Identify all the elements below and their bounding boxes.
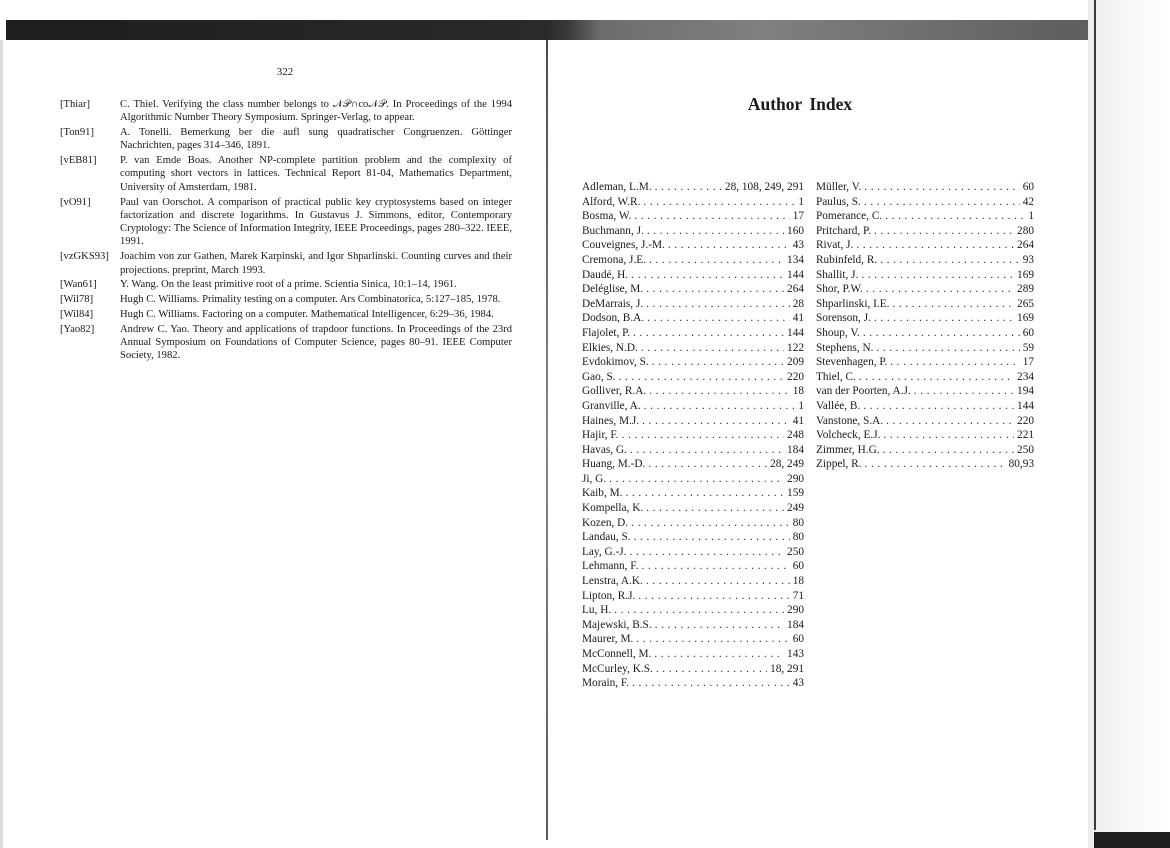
- index-entry: [582, 632, 804, 647]
- leader-dots: [859, 370, 1014, 385]
- author-name: Alford, W.R.: [582, 195, 641, 208]
- leader-dots: [861, 268, 1014, 283]
- page-title: Author Index: [747, 94, 853, 114]
- author-name: Vanstone, S.A.: [816, 414, 884, 427]
- page-references: 248: [787, 429, 804, 442]
- leader-dots: [883, 443, 1014, 458]
- bibliography-entry: [60, 278, 512, 291]
- page-references: 28: [792, 297, 804, 310]
- leader-dots: [638, 589, 789, 604]
- leader-dots: [866, 282, 1014, 297]
- index-entry: [582, 530, 804, 545]
- author-name: Pomerance, C.: [816, 210, 883, 223]
- index-entry: [582, 238, 804, 253]
- leader-dots: [647, 311, 790, 326]
- leader-dots: [614, 603, 784, 618]
- index-entry: [582, 647, 804, 662]
- leader-dots: [647, 224, 784, 239]
- citation-text: Andrew C. Yao. Theory and applications of trapdoor functions. In Proceedings of the 23rd Annual Symposium on Foundations of Computer Science, pages 80–91. IEEE Computer Society, 1982.: [120, 323, 512, 362]
- page-references: 17: [1022, 356, 1034, 369]
- leader-dots: [634, 209, 789, 224]
- author-name: Huang, M.-D.: [582, 458, 646, 471]
- page-references: 18: [792, 575, 804, 588]
- author-name: Vallée, B.: [816, 399, 861, 412]
- leader-dots: [914, 384, 1014, 399]
- index-entry: [816, 268, 1034, 283]
- index-entry: [816, 253, 1034, 268]
- index-entry: [582, 370, 804, 385]
- citation-key: [vzGKS93]: [60, 251, 109, 263]
- page-references: 194: [1017, 385, 1034, 398]
- leader-dots: [863, 399, 1014, 414]
- author-name: Stephens, N.: [816, 341, 874, 354]
- page-references: 93: [1022, 253, 1034, 266]
- page-references: 250: [1017, 443, 1034, 456]
- leader-dots: [885, 209, 1025, 224]
- author-name: Kozen, D.: [582, 516, 629, 529]
- leader-dots: [876, 341, 1019, 356]
- leader-dots: [652, 355, 784, 370]
- page-edge-shadow: [0, 40, 3, 848]
- leader-dots: [864, 180, 1019, 195]
- index-entry: [582, 195, 804, 210]
- page-references: 41: [792, 312, 804, 325]
- citation-text: Joachim von zur Gathen, Marek Karpinski, and Igor Shparlinski. Counting curves and their projections. preprint, March 1993.: [120, 251, 512, 276]
- index-entry: [582, 545, 804, 560]
- author-name: Lipton, R.J.: [582, 589, 636, 602]
- author-name: Hajir, F.: [582, 429, 619, 442]
- page-references: 264: [787, 283, 804, 296]
- page-references: 60: [792, 633, 804, 646]
- author-name: Lu, H.: [582, 604, 612, 617]
- author-name: Shparlinski, I.E.: [816, 297, 890, 310]
- page-references: 234: [1017, 370, 1034, 383]
- page-references: 80,93: [1008, 458, 1034, 471]
- author-name: Shor, P.W.: [816, 283, 863, 296]
- leader-dots: [863, 326, 1020, 341]
- author-name: Haines, M.J.: [582, 414, 640, 427]
- author-name: Golliver, R.A.: [582, 385, 647, 398]
- leader-dots: [641, 341, 784, 356]
- page-references: 220: [1017, 414, 1034, 427]
- bibliography-entry: [60, 154, 512, 194]
- scan-bottom-corner: [1094, 832, 1170, 848]
- leader-dots: [646, 574, 790, 589]
- index-entry: [582, 224, 804, 239]
- author-name: van der Poorten, A.J.: [816, 385, 911, 398]
- index-entry: [582, 297, 804, 312]
- page-references: 60: [1022, 181, 1034, 193]
- author-index-column-2: [816, 180, 1034, 472]
- author-name: Bosma, W.: [582, 210, 632, 223]
- citation-text: A. Tonelli. Bemerkung ber die aufl sung quadratischer Congruenzen. Göttinger Nachrichten, pages 314–346, 1891.: [120, 127, 512, 152]
- author-name: Buchmann, J.: [582, 224, 644, 237]
- page-references: 59: [1022, 341, 1034, 354]
- page-references: 28, 249: [770, 458, 804, 471]
- citation-text: Paul van Oorschot. A comparison of practical public key cryptosystems based on integer factorization and discrete logarithms. In Gustavus J. Simmons, editor, Contemporary Cryptology: The Science of Information Integrity, IEEE Proceedings, pages 280–322. IEEE, 1991.: [120, 196, 512, 248]
- leader-dots: [890, 355, 1019, 370]
- leader-dots: [668, 238, 790, 253]
- leader-dots: [642, 414, 790, 429]
- leader-dots: [864, 195, 1020, 210]
- citation-key: [Thiar]: [60, 99, 90, 110]
- index-entry: [816, 195, 1034, 210]
- leader-dots: [856, 238, 1014, 253]
- leader-dots: [630, 443, 784, 458]
- index-entry: [582, 457, 804, 472]
- author-name: Lenstra, A.K.: [582, 575, 643, 588]
- leader-dots: [636, 632, 789, 647]
- author-name: Daudé, H.: [582, 268, 629, 281]
- citation-key: [Wil84]: [60, 308, 94, 320]
- index-entry: [816, 457, 1034, 472]
- page-references: 41: [792, 414, 804, 427]
- bibliography-entry: [60, 126, 512, 153]
- author-name: McCurley, K.S.: [582, 662, 653, 675]
- leader-dots: [646, 501, 784, 516]
- bibliography-entry: [60, 196, 512, 249]
- index-entry: [582, 311, 804, 326]
- leader-dots: [644, 399, 796, 414]
- author-name: Morain, F.: [582, 677, 630, 690]
- page-references: 184: [787, 443, 804, 456]
- citation-text: Hugh C. Williams. Primality testing on a computer. Ars Combinatorica, 5:127–185, 1978.: [120, 294, 501, 306]
- bibliography-list: [60, 98, 512, 364]
- index-entry: [582, 180, 804, 195]
- page-references: 169: [1017, 312, 1034, 325]
- page-references: 122: [787, 341, 804, 354]
- page-references: 17: [792, 210, 804, 223]
- leader-dots: [880, 253, 1020, 268]
- index-entry: [582, 486, 804, 501]
- index-entry: [816, 370, 1034, 385]
- author-name: Adleman, L.M.: [582, 181, 652, 193]
- index-entry: [816, 297, 1034, 312]
- author-name: Zimmer, H.G.: [816, 443, 880, 456]
- leader-dots: [865, 457, 1006, 472]
- page-references: 169: [1017, 268, 1034, 281]
- leader-dots: [625, 486, 784, 501]
- leader-dots: [619, 370, 784, 385]
- index-entry: [582, 676, 804, 691]
- page-references: 80: [792, 531, 804, 544]
- index-entry: [582, 443, 804, 458]
- leader-dots: [642, 559, 790, 574]
- author-name: Cremona, J.E.: [582, 253, 647, 266]
- leader-dots: [655, 180, 722, 195]
- author-name: Couveignes, J.-M.: [582, 239, 665, 252]
- index-entry: [816, 282, 1034, 297]
- scan-top-band: [6, 20, 1088, 40]
- index-entry: [582, 399, 804, 414]
- index-entry: [816, 311, 1034, 326]
- leader-dots: [648, 457, 767, 472]
- index-entry: [582, 268, 804, 283]
- leader-dots: [649, 384, 790, 399]
- author-name: Paulus, S.: [816, 195, 861, 208]
- page-references: 220: [787, 370, 804, 383]
- citation-text: Hugh C. Williams. Factoring on a computer. Mathematical Intelligencer, 6:29–36, 1984.: [120, 308, 494, 320]
- citation-text: Y. Wang. On the least primitive root of a prime. Scientia Sinica, 10:1–14, 1961.: [120, 279, 457, 291]
- page-references: 290: [787, 604, 804, 617]
- leader-dots: [629, 545, 784, 560]
- index-entry: [582, 253, 804, 268]
- index-entry: [582, 341, 804, 356]
- leader-dots: [646, 297, 790, 312]
- author-name: Rivat, J.: [816, 239, 854, 252]
- index-entry: [582, 384, 804, 399]
- leader-dots: [892, 297, 1014, 312]
- leader-dots: [874, 224, 1014, 239]
- author-name: Lehmann, F.: [582, 560, 639, 573]
- bibliography-entry: [60, 293, 512, 306]
- page-references: 184: [787, 618, 804, 631]
- leader-dots: [609, 472, 784, 487]
- index-entry: [816, 443, 1034, 458]
- index-entry: [582, 472, 804, 487]
- page-references: 143: [787, 648, 804, 660]
- index-entry: [816, 224, 1034, 239]
- author-name: Granville, A.: [582, 399, 641, 412]
- leader-dots: [631, 268, 784, 283]
- author-name: Pritchard, P.: [816, 224, 871, 237]
- index-entry: [582, 662, 804, 677]
- page-references: 18: [792, 385, 804, 398]
- index-entry: [816, 399, 1034, 414]
- author-name: Zippel, R.: [816, 458, 862, 471]
- leader-dots: [646, 282, 784, 297]
- book-gutter: [546, 40, 548, 840]
- index-entry: [816, 209, 1034, 224]
- author-name: DeMarrais, J.: [582, 297, 644, 310]
- author-name: Gao, S.: [582, 370, 616, 383]
- page-right-edge: [1094, 0, 1096, 830]
- leader-dots: [622, 428, 784, 443]
- index-entry: [816, 384, 1034, 399]
- page-references: 221: [1017, 429, 1034, 442]
- author-name: Landau, S.: [582, 531, 631, 544]
- page-references: 43: [792, 239, 804, 252]
- index-entry: [816, 341, 1034, 356]
- leader-dots: [654, 647, 784, 662]
- index-entry: [816, 355, 1034, 370]
- citation-key: [Ton91]: [60, 127, 94, 139]
- page-references: 18, 291: [770, 662, 804, 675]
- author-name: Kaib, M.: [582, 487, 623, 500]
- page-references: 250: [787, 545, 804, 558]
- leader-dots: [631, 516, 790, 531]
- page-references: 134: [787, 253, 804, 266]
- leader-dots: [655, 618, 784, 633]
- citation-key: [Yao82]: [60, 323, 95, 335]
- page-references: 71: [792, 589, 804, 602]
- index-entry: [582, 618, 804, 633]
- bibliography-entry: [60, 98, 512, 125]
- author-name: Lay, G.-J.: [582, 545, 627, 558]
- author-name: Kompella, K.: [582, 502, 644, 515]
- page-references: 28, 108, 249, 291: [724, 181, 804, 193]
- author-name: Majewski, B.S.: [582, 618, 652, 631]
- page-references: 60: [1022, 326, 1034, 339]
- leader-dots: [883, 428, 1014, 443]
- citation-key: [vO91]: [60, 196, 91, 208]
- page-references: 144: [787, 326, 804, 339]
- page-references: 80: [792, 516, 804, 529]
- citation-key: [Wan61]: [60, 279, 97, 291]
- page-references: 209: [787, 356, 804, 369]
- page-references: 1: [798, 399, 804, 412]
- author-name: Dodson, B.A.: [582, 312, 645, 325]
- author-name: Maurer, M.: [582, 633, 634, 646]
- leader-dots: [874, 311, 1014, 326]
- author-name: Flajolet, P.: [582, 326, 631, 339]
- page-references: 265: [1017, 297, 1034, 310]
- page-references: 144: [1017, 399, 1034, 412]
- author-name: Volcheck, E.J.: [816, 429, 881, 442]
- citation-key: [Wil78]: [60, 294, 94, 306]
- leader-dots: [633, 326, 784, 341]
- page-references: 60: [792, 560, 804, 573]
- page-references: 289: [1017, 283, 1034, 296]
- index-entry: [582, 516, 804, 531]
- page-references: 159: [787, 487, 804, 500]
- index-entry: [582, 355, 804, 370]
- page-references: 160: [787, 224, 804, 237]
- bibliography-entry: [60, 323, 512, 363]
- author-name: Stevenhagen, P.: [816, 356, 888, 369]
- citation-text: P. van Emde Boas. Another NP-complete partition problem and the complexity of computing short vectors in lattices. Technical Report 81-04, Mathematics Department, University of Amsterdam, 1981.: [120, 155, 512, 193]
- citation-text: C. Thiel. Verifying the class number belongs to 𝒩𝒫∩co𝒩𝒫. In Proceedings of the 1994 Algorithmic Number Theory Symposium. Springer-Verlag, to appear.: [120, 99, 512, 124]
- author-name: Müller, V.: [816, 181, 862, 193]
- bibliography-entry: [60, 250, 512, 277]
- author-name: Ji, G.: [582, 472, 607, 485]
- page-references: 1: [798, 195, 804, 208]
- author-name: McConnell, M.: [582, 648, 652, 660]
- leader-dots: [649, 253, 784, 268]
- leader-dots: [632, 676, 790, 691]
- author-name: Sorenson, J.: [816, 312, 871, 325]
- page-references: 144: [787, 268, 804, 281]
- citation-key: [vEB81]: [60, 155, 97, 167]
- author-name: Deléglise, M.: [582, 283, 644, 296]
- leader-dots: [886, 414, 1014, 429]
- index-entry: [582, 282, 804, 297]
- page-references: 42: [1022, 195, 1034, 208]
- author-name: Evdokimov, S.: [582, 356, 649, 369]
- index-entry: [582, 326, 804, 341]
- page-number: 322: [276, 66, 294, 78]
- index-entry: [816, 180, 1034, 195]
- leader-dots: [643, 195, 795, 210]
- leader-dots: [634, 530, 790, 545]
- index-entry: [582, 501, 804, 516]
- author-name: Thiel, C.: [816, 370, 856, 383]
- bibliography-entry: [60, 308, 512, 321]
- page-references: 1: [1028, 210, 1034, 223]
- index-entry: [582, 209, 804, 224]
- index-entry: [816, 414, 1034, 429]
- author-name: Havas, G.: [582, 443, 627, 456]
- index-entry: [582, 589, 804, 604]
- index-entry: [816, 428, 1034, 443]
- author-name: Shoup, V.: [816, 326, 860, 339]
- index-entry: [816, 238, 1034, 253]
- page-references: 249: [787, 502, 804, 515]
- leader-dots: [656, 662, 767, 677]
- page-references: 290: [787, 472, 804, 485]
- index-entry: [582, 574, 804, 589]
- index-entry: [582, 428, 804, 443]
- index-entry: [582, 559, 804, 574]
- author-name: Elkies, N.D.: [582, 341, 638, 354]
- page-references: 43: [792, 677, 804, 690]
- author-name: Shallit, J.: [816, 268, 859, 281]
- page-references: 264: [1017, 239, 1034, 252]
- author-index-column-1: [582, 180, 804, 691]
- index-entry: [582, 603, 804, 618]
- scan-right-margin: [1088, 0, 1170, 848]
- index-entry: [582, 414, 804, 429]
- author-name: Rubinfeld, R.: [816, 253, 878, 266]
- index-entry: [816, 326, 1034, 341]
- page-references: 280: [1017, 224, 1034, 237]
